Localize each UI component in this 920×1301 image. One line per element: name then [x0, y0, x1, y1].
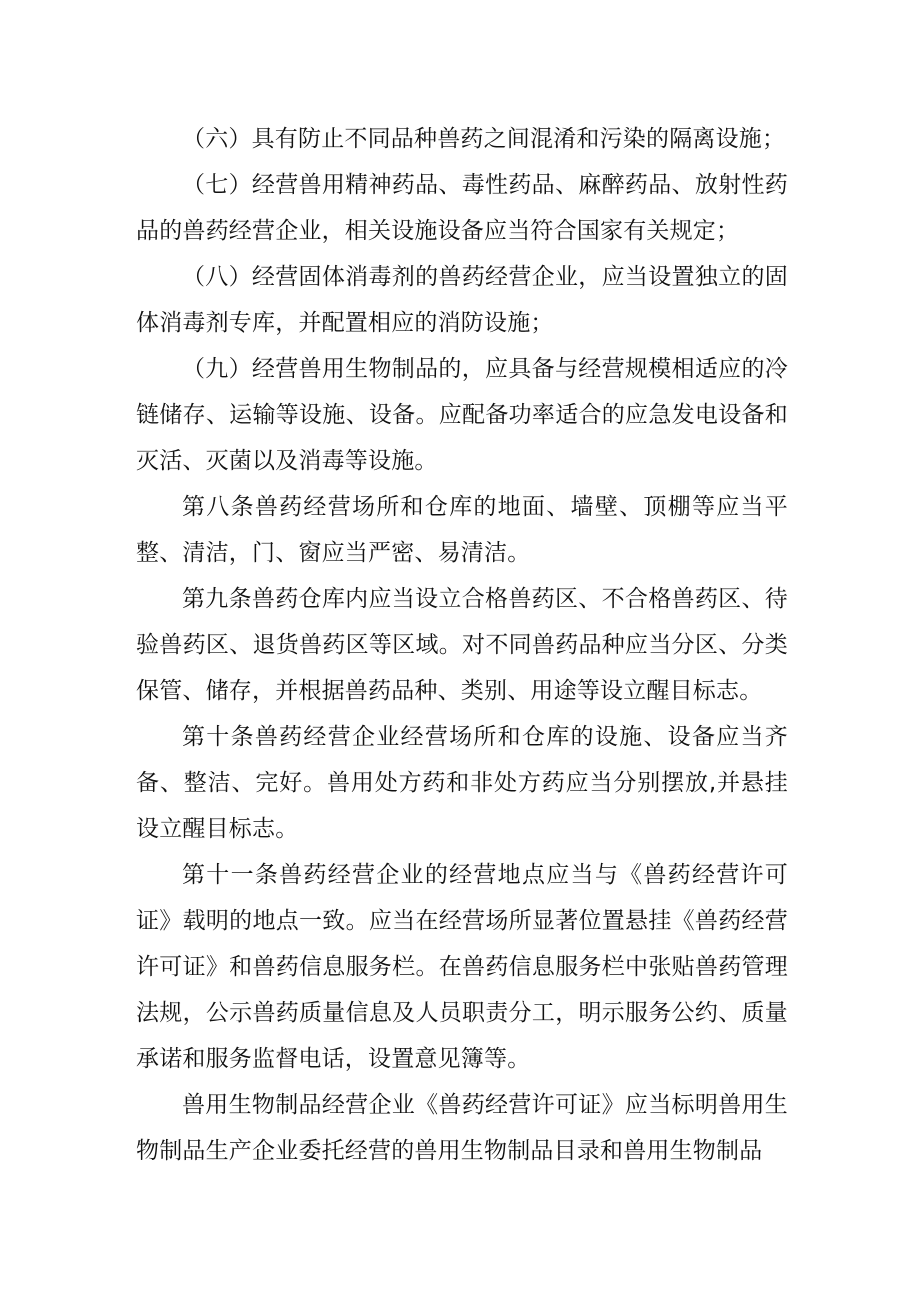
paragraph-biologics-license: 兽用生物制品经营企业《兽药经营许可证》应当标明兽用生物制品生产企业委托经营的兽用生物制品目录和兽用生物制品 — [136, 1092, 788, 1164]
paragraph-article-10: 第十条兽药经营企业经营场所和仓库的设施、设备应当齐备、整洁、完好。兽用处方药和非处方药应当分别摆放,并悬挂设立醒目标志。 — [136, 724, 788, 842]
paragraph-item-9: （九）经营兽用生物制品的，应具备与经营规模相适应的冷链储存、运输等设施、设备。应配备功率适合的应急发电设备和灭活、灭菌以及消毒等设施。 — [136, 356, 788, 474]
document-body — [136, 116, 788, 1174]
paragraph-item-8: （八）经营固体消毒剂的兽药经营企业，应当设置独立的固体消毒剂专库，并配置相应的消防设施； — [136, 264, 788, 336]
paragraph-item-7: （七）经营兽用精神药品、毒性药品、麻醉药品、放射性药品的兽药经营企业，相关设施设备应当符合国家有关规定； — [136, 172, 788, 244]
paragraph-article-8: 第八条兽药经营场所和仓库的地面、墙壁、顶棚等应当平整、清洁，门、窗应当严密、易清洁。 — [136, 494, 788, 566]
paragraph-article-9: 第九条兽药仓库内应当设立合格兽药区、不合格兽药区、待验兽药区、退货兽药区等区域。对不同兽药品种应当分区、分类保管、储存，并根据兽药品种、类别、用途等设立醒目标志。 — [136, 586, 788, 704]
paragraph-article-11: 第十一条兽药经营企业的经营地点应当与《兽药经营许可证》载明的地点一致。应当在经营场所显著位置悬挂《兽药经营许可证》和兽药信息服务栏。在兽药信息服务栏中张贴兽药管理法规，公示兽药质量信息及人员职责分工，明示服务公约、质量承诺和服务监督电话，设置意见簿等。 — [136, 862, 788, 1072]
paragraph-item-6: （六）具有防止不同品种兽药之间混淆和污染的隔离设施； — [182, 126, 786, 152]
